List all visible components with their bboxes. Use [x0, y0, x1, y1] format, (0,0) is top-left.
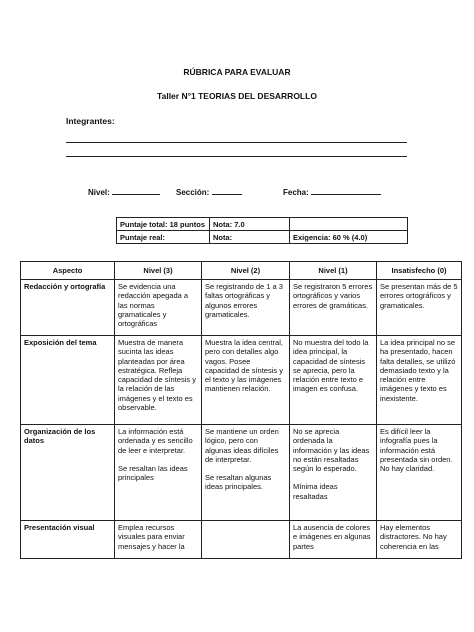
criterion-note: Mínima ideas resaltadas [293, 482, 338, 501]
criterion-note: Se resaltan las ideas principales [118, 463, 188, 483]
nota-max-cell: Nota: 7.0 [210, 218, 290, 231]
criterion-cell: Se presentan más de 5 errores ortográficos y gramaticales. [377, 280, 462, 336]
seccion-field[interactable] [176, 186, 242, 197]
criterion-cell: Muestra la idea central, pero con detalles algo vagos. Posee capacidad de síntesis y el texto y las imágenes mantienen relación. [202, 336, 290, 425]
criterion-cell: Se registrando de 1 a 3 faltas ortográficas y algunos errores gramaticales. [202, 280, 290, 336]
criterion-cell: No muestra del todo la idea principal, la capacidad de síntesis se aprecia, pero la relación entre texto e imagen es confusa. [290, 336, 377, 425]
header-nivel-2: Nivel (2) [202, 262, 290, 280]
criterion-cell: Se registraron 5 errores ortográficos y varios errores de gramáticas. [290, 280, 377, 336]
aspect-cell: Organización de los datos [21, 425, 115, 521]
score-table [116, 217, 408, 244]
nivel-blank[interactable] [112, 186, 160, 195]
aspect-cell: Redacción y ortografía [21, 280, 115, 336]
criterion-cell [290, 425, 377, 521]
nota-cell[interactable]: Nota: [210, 231, 290, 244]
puntaje-real-cell[interactable]: Puntaje real: [117, 231, 210, 244]
criterion-text: No se aprecia ordenada la información y las ideas no están resaltadas según lo esperado. [293, 427, 370, 474]
integrantes-label: Integrantes: [66, 116, 115, 126]
table-row [21, 280, 462, 336]
criterion-cell: Muestra de manera sucinta las ideas planteadas por área estratégica. Refleja capacidad de síntesis y la relación de las imágenes y el texto es observable. [115, 336, 202, 425]
document-title: RÚBRICA PARA EVALUAR [183, 67, 291, 77]
aspect-cell: Presentación visual [21, 521, 115, 559]
fecha-field[interactable] [283, 186, 381, 197]
rubric-table [20, 261, 462, 559]
fecha-label: Fecha: [283, 188, 309, 197]
rubric-header-row [21, 262, 462, 280]
puntaje-total-cell: Puntaje total: 18 puntos [117, 218, 210, 231]
criterion-text: La información está ordenada y es sencillo de leer e interpretar. [118, 427, 193, 455]
criterion-cell: Se evidencia una redacción apegada a las normas gramaticales y ortográficas [115, 280, 202, 336]
criterion-cell [202, 425, 290, 521]
header-insatisfecho: Insatisfecho (0) [377, 262, 462, 280]
table-row [21, 521, 462, 559]
nivel-field[interactable] [88, 186, 160, 197]
score-row [117, 218, 408, 231]
criterion-cell: Es difícil leer la infografía pues la información está presentada sin orden. No hay claridad. [377, 425, 462, 521]
criterion-cell: La ausencia de colores e imágenes en algunas partes [290, 521, 377, 559]
criterion-cell [115, 425, 202, 521]
criterion-cell: La idea principal no se ha presentado, hacen falta detalles, se utilizó demasiado texto y la relación entre imágenes y texto es inexistente. [377, 336, 462, 425]
table-row [21, 425, 462, 521]
header-nivel-1: Nivel (1) [290, 262, 377, 280]
criterion-cell [202, 521, 290, 559]
criterion-cell: Hay elementos distractores. No hay coherencia en las [377, 521, 462, 559]
table-row [21, 336, 462, 425]
criterion-text: Se mantiene un orden lógico, pero con algunas ideas difíciles de interpretar. [205, 427, 279, 464]
score-row [117, 231, 408, 244]
criterion-note: Se resaltan algunas ideas principales. [205, 473, 272, 492]
seccion-label: Sección: [176, 188, 210, 197]
document-subtitle: Taller N°1 TEORIAS DEL DESARROLLO [157, 91, 317, 101]
nivel-label: Nivel: [88, 188, 110, 197]
seccion-blank[interactable] [212, 186, 242, 195]
exigencia-cell: Exigencia: 60 % (4.0) [290, 231, 408, 244]
fecha-blank[interactable] [311, 186, 381, 195]
aspect-cell: Exposición del tema [21, 336, 115, 425]
empty-cell [290, 218, 408, 231]
integrantes-line-1[interactable] [66, 142, 407, 143]
integrantes-line-2[interactable] [66, 156, 407, 157]
header-aspecto: Aspecto [21, 262, 115, 280]
criterion-cell: Emplea recursos visuales para enviar mensajes y hacer la [115, 521, 202, 559]
header-nivel-3: Nivel (3) [115, 262, 202, 280]
